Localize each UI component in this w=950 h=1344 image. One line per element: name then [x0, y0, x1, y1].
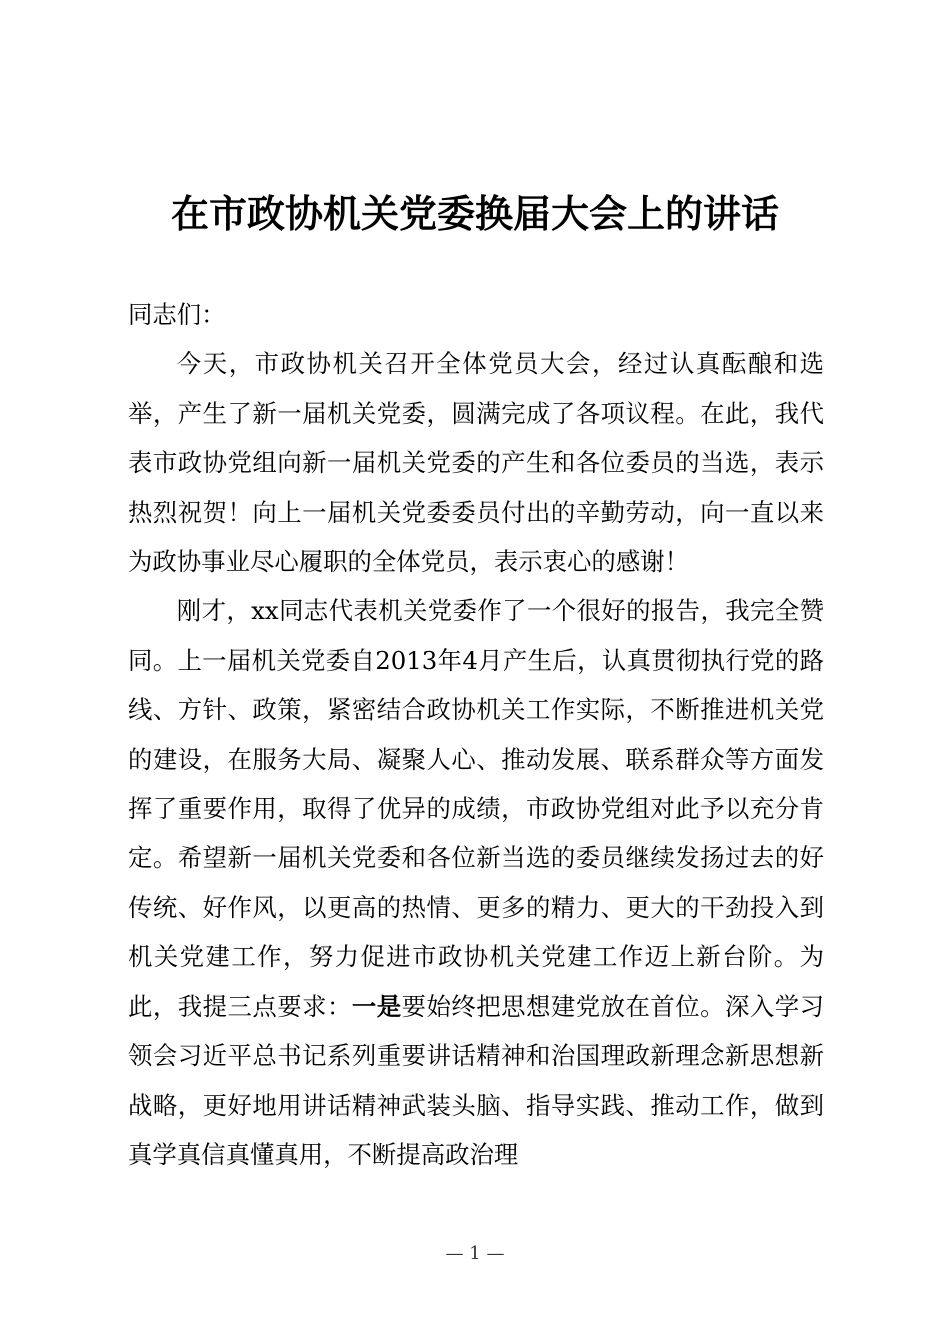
paragraph-2-emphasis: 一是: [351, 991, 402, 1021]
page-number: — 1 —: [445, 1243, 505, 1264]
paragraph-2-text-before: 刚才，xx同志代表机关党委作了一个很好的报告，我完全赞同。上一届机关党委自2013年4月产生后，认真贯彻执行党的路线、方针、政策，紧密结合政协机关工作实际，不断推进机关党的建设，在服务大局、凝聚人心、推动发展、联系群众等方面发挥了重要作用，取得了优异的成绩，市政协党组对此予以充分肯定。希望新一届机关党委和各位新当选的委员继续发扬过去的好传统、好作风，以更高的热情、更多的精力、更大的干劲投入到机关党建工作，努力促进市政协机关党建工作迈上新台阶。为此，我提三点要求：: [128, 596, 824, 1021]
document-body: [128, 290, 824, 1179]
paragraph-2-text-after: 要始终把思想建党放在首位。深入学习领会习近平总书记系列重要讲话精神和治国理政新理念新思想新战略，更好地用讲话精神武装头脑、指导实践、推动工作，做到真学真信真懂真用，不断提高政治理: [128, 991, 824, 1169]
paragraph-2: [128, 586, 824, 1179]
salutation: 同志们：: [128, 300, 226, 329]
paragraph-1: 今天，市政协机关召开全体党员大会，经过认真酝酿和选举，产生了新一届机关党委，圆满完成了各项议程。在此，我代表市政协党组向新一届机关党委的产生和各位委员的当选，表示热烈祝贺！向上一届机关党委委员付出的辛勤劳动，向一直以来为政协事业尽心履职的全体党员，表示衷心的感谢！: [128, 349, 824, 577]
document-title: 在市政协机关党委换届大会上的讲话: [170, 191, 779, 236]
